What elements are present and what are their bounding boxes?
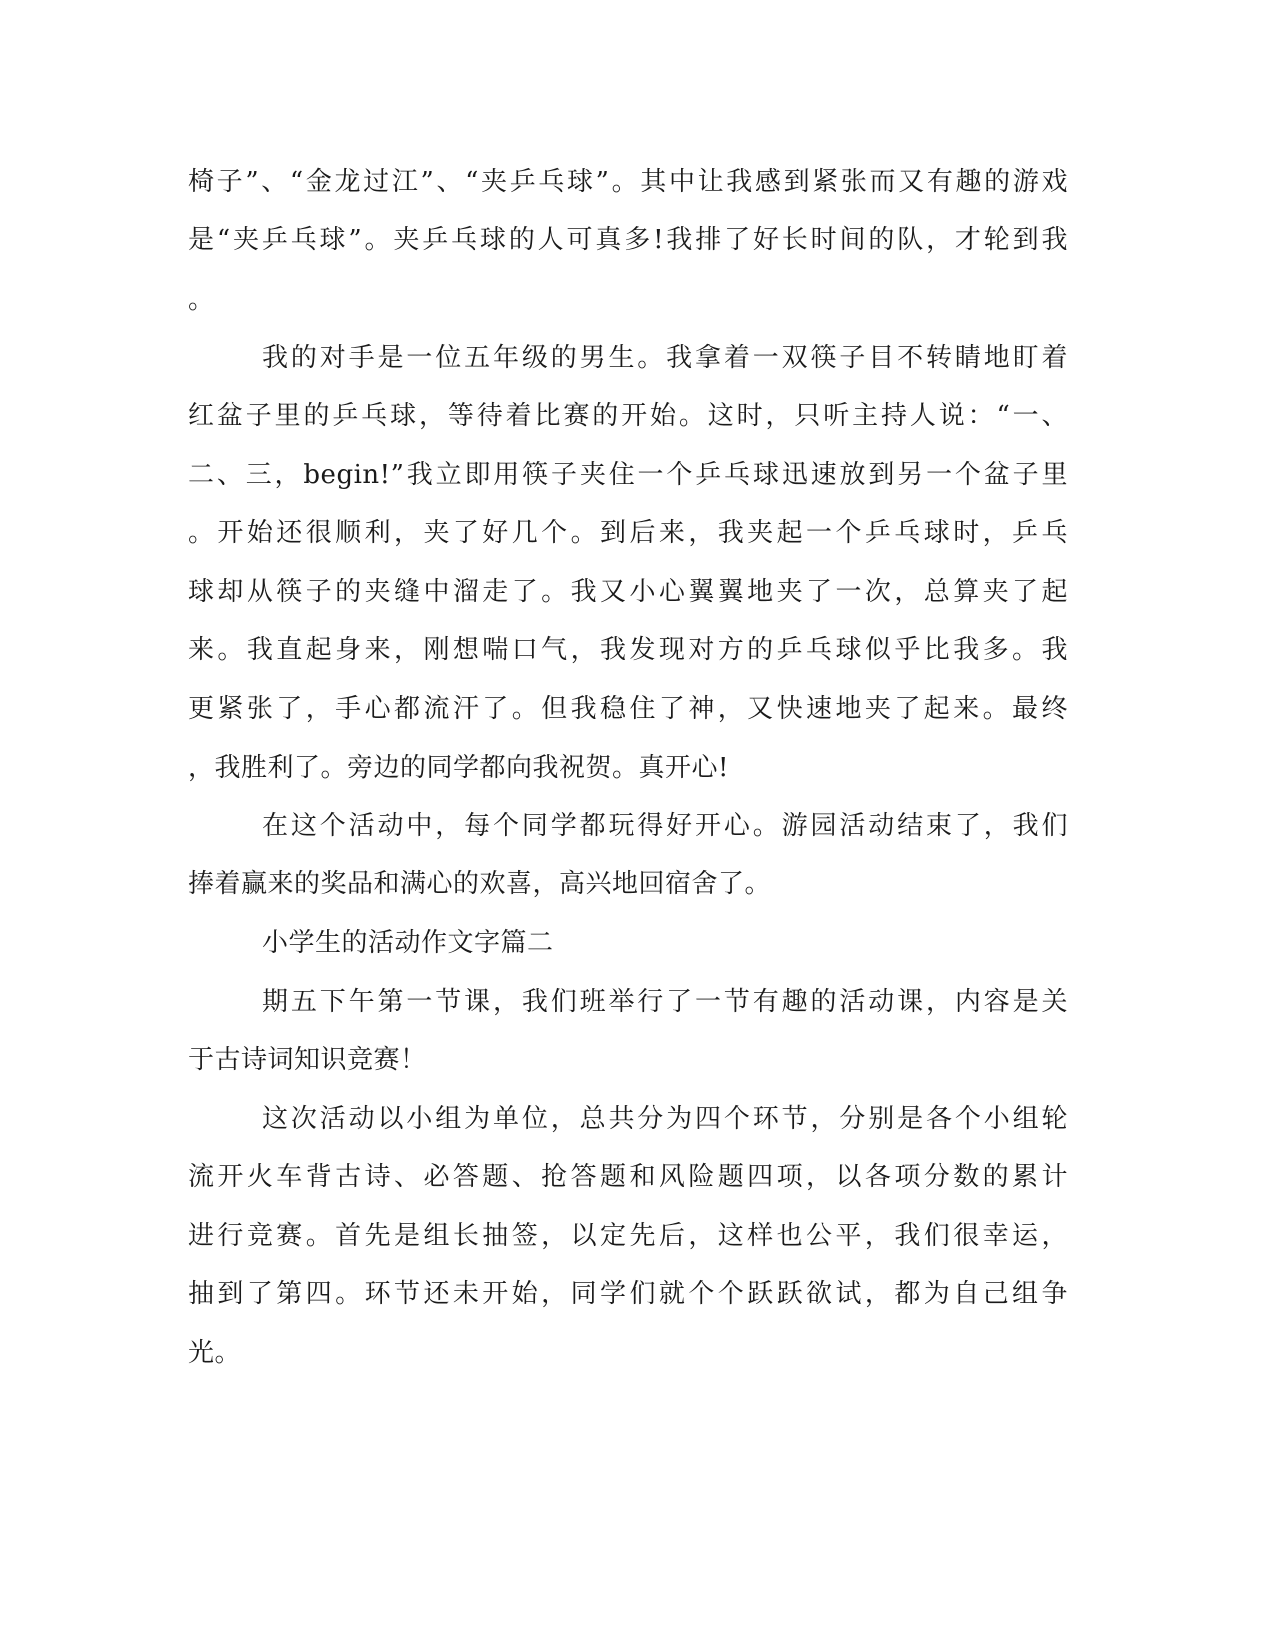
- text-line: 来。我直起身来，刚想喘口气，我发现对方的乒乓球似乎比我多。我: [188, 635, 1068, 665]
- section-heading: 小学生的活动作文字篇二: [262, 928, 554, 958]
- text-line: 光。: [188, 1338, 242, 1368]
- text-line: 进行竞赛。首先是组长抽签，以定先后，这样也公平，我们很幸运，: [188, 1221, 1068, 1251]
- paragraph-first-line: 我的对手是一位五年级的男生。我拿着一双筷子目不转睛地盯着: [262, 343, 1068, 373]
- text-line: 是“夹乒乓球”。夹乒乓球的人可真多!我排了好长时间的队，才轮到我: [188, 225, 1068, 255]
- text-line: 红盆子里的乒乓球，等待着比赛的开始。这时，只听主持人说：“一、: [188, 401, 1068, 431]
- text-line: 二、三，begin!”我立即用筷子夹住一个乒乓球迅速放到另一个盆子里: [188, 460, 1068, 490]
- text-line: 于古诗词知识竞赛！: [188, 1045, 427, 1075]
- paragraph-first-line: 这次活动以小组为单位，总共分为四个环节，分别是各个小组轮: [262, 1104, 1068, 1134]
- text-line: 抽到了第四。环节还未开始，同学们就个个跃跃欲试，都为自己组争: [188, 1279, 1068, 1309]
- text-line: ，我胜利了。旁边的同学都向我祝贺。真开心!: [188, 753, 729, 783]
- text-line: 。: [188, 285, 215, 315]
- paragraph-first-line: 在这个活动中，每个同学都玩得好开心。游园活动结束了，我们: [262, 811, 1068, 841]
- text-line: 椅子”、“金龙过江”、“夹乒乓球”。其中让我感到紧张而又有趣的游戏: [188, 167, 1068, 197]
- text-line: 。开始还很顺利，夹了好几个。到后来，我夹起一个乒乓球时，乒乓: [188, 518, 1068, 548]
- text-line: 捧着赢来的奖品和满心的欢喜，高兴地回宿舍了。: [188, 869, 772, 899]
- text-line: 流开火车背古诗、必答题、抢答题和风险题四项，以各项分数的累计: [188, 1162, 1068, 1192]
- paragraph-first-line: 期五下午第一节课，我们班举行了一节有趣的活动课，内容是关: [262, 987, 1068, 1017]
- text-line: 更紧张了，手心都流汗了。但我稳住了神，又快速地夹了起来。最终: [188, 694, 1068, 724]
- text-line: 球却从筷子的夹缝中溜走了。我又小心翼翼地夹了一次，总算夹了起: [188, 577, 1068, 607]
